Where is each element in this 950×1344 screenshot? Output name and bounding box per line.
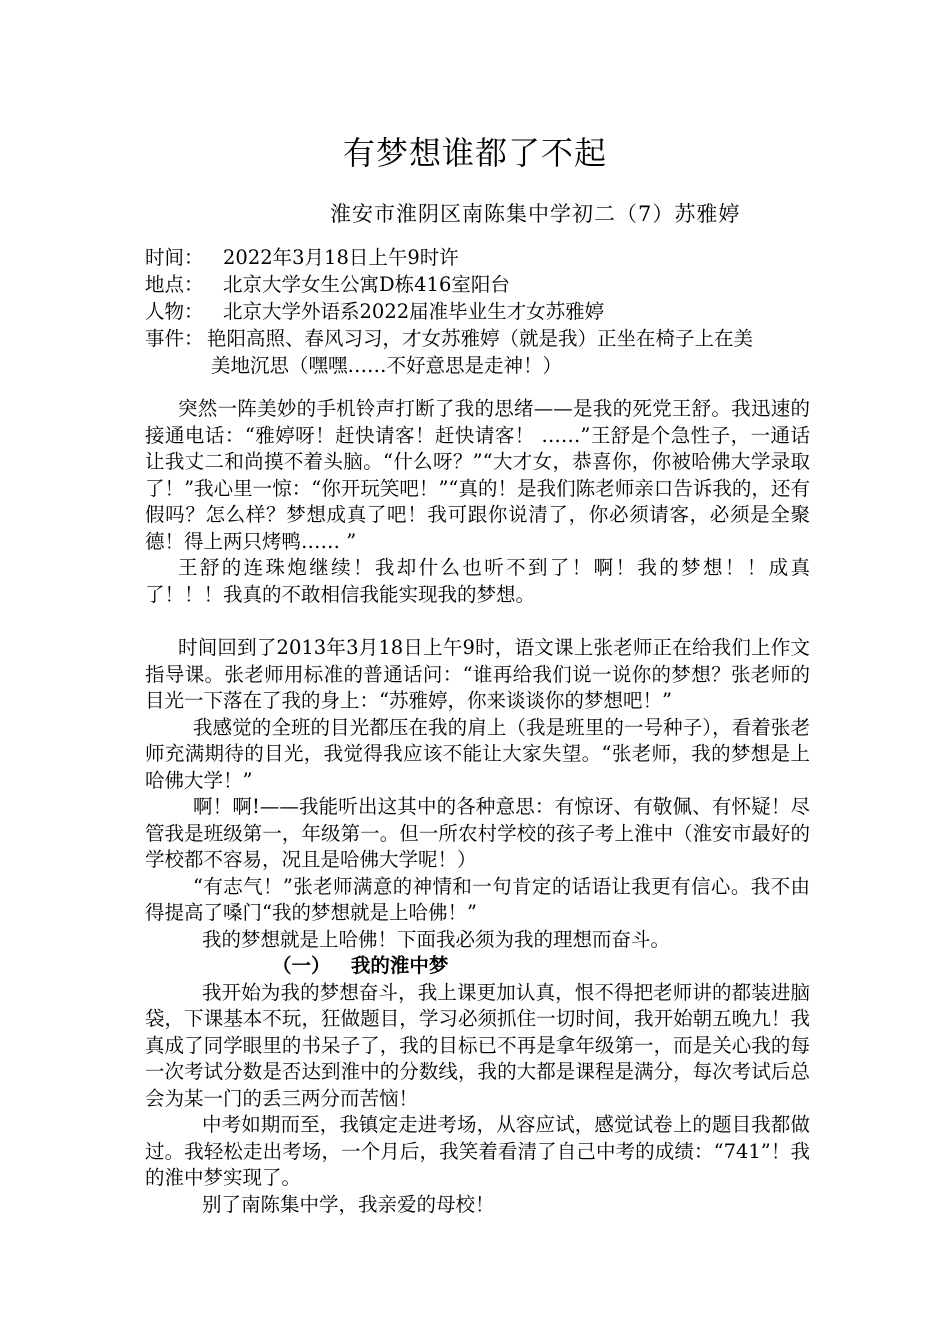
time-value: 2022年3月18日上午9时许	[223, 246, 459, 269]
time-label: 时间：	[145, 246, 204, 269]
event-value-line1: 艳阳高照、春风习习，才女苏雅婷（就是我）正坐在椅子上在美	[207, 327, 754, 350]
info-block	[145, 244, 810, 379]
body-text	[145, 396, 810, 1218]
paragraph: 中考如期而至，我镇定走进考场，从容应试，感觉试卷上的题目我都做过。我轻松走出考场，一个月后，我笑着看清了自己中考的成绩：“741”！我的淮中梦实现了。	[145, 1113, 810, 1189]
person-value: 北京大学外语系2022届准毕业生才女苏雅婷	[223, 300, 605, 323]
paragraph: 我的梦想就是上哈佛！下面我必须为我的理想而奋斗。	[202, 927, 671, 951]
place-label: 地点：	[145, 273, 204, 296]
paragraph: 王舒的连珠炮继续！我却什么也听不到了！啊！我的梦想！！成真了！！！我真的不敢相信我能实现我的梦想。	[145, 556, 810, 606]
paragraph: “有志气！”张老师满意的神情和一句肯定的话语让我更有信心。我不由得提高了嗓门“我的梦想就是上哈佛！”	[145, 874, 810, 924]
info-row-time	[145, 244, 810, 271]
info-row-person	[145, 298, 810, 325]
paragraph: 突然一阵美妙的手机铃声打断了我的思绪——是我的死党王舒。我迅速的接通电话：“雅婷呀！赶快请客！赶快请客！ ……”王舒是个急性子，一通话让我丈二和尚摸不着头脑。“什么呀？”“大才女，恭喜你，你被哈佛大学录取了！”我心里一惊：“你开玩笑吧！”“真的！是我们陈老师亲口告诉我的，还有假吗？怎么样？梦想成真了吧！我可跟你说清了，你必须请客，必须是全聚德！得上两只烤鸭…… ”	[145, 397, 810, 553]
paragraph-gap	[145, 608, 810, 635]
paragraph: 别了南陈集中学，我亲爱的母校！	[202, 1192, 495, 1216]
paragraph: 时间回到了2013年3月18日上午9时，语文课上张老师正在给我们上作文指导课。张老师用标准的普通话问：“谁再给我们说一说你的梦想？张老师的目光一下落在了我的身上：“苏雅婷，你来谈谈你的梦想吧！”	[145, 636, 810, 712]
paragraph: 啊！啊!——我能听出这其中的各种意思：有惊讶、有敬佩、有怀疑！尽管我是班级第一，年级第一。但一所农村学校的孩子考上淮中（淮安市最好的学校都不容易，况且是哈佛大学呢！）	[145, 795, 810, 871]
section-heading: （一） 我的淮中梦	[272, 954, 449, 977]
person-label: 人物：	[145, 300, 204, 323]
paragraph: 我开始为我的梦想奋斗，我上课更加认真，恨不得把老师讲的都装进脑袋，下课基本不玩，狂做题目，学习必须抓住一切时间，我开始朝五晚九！我真成了同学眼里的书呆子了，我的目标已不再是拿年级第一，而是关心我的每一次考试分数是否达到淮中的分数线，我的大都是课程是满分，每次考试后总会为某一门的丢三两分而苦恼！	[145, 980, 810, 1110]
paragraph: 我感觉的全班的目光都压在我的肩上（我是班里的一号种子），看着张老师充满期待的目光，我觉得我应该不能让大家失望。“张老师，我的梦想是上哈佛大学！”	[145, 715, 810, 792]
info-row-place	[145, 271, 810, 298]
document-title: 有梦想谁都了不起	[342, 134, 607, 172]
author-line: 淮安市淮阴区南陈集中学初二（7）苏雅婷	[330, 202, 741, 226]
event-value-line2: 美地沉思（嘿嘿……不好意思是走神！）	[211, 354, 563, 377]
place-value: 北京大学女生公寓D栋416室阳台	[223, 273, 510, 296]
event-label: 事件：	[145, 327, 204, 350]
info-row-event	[145, 325, 810, 352]
